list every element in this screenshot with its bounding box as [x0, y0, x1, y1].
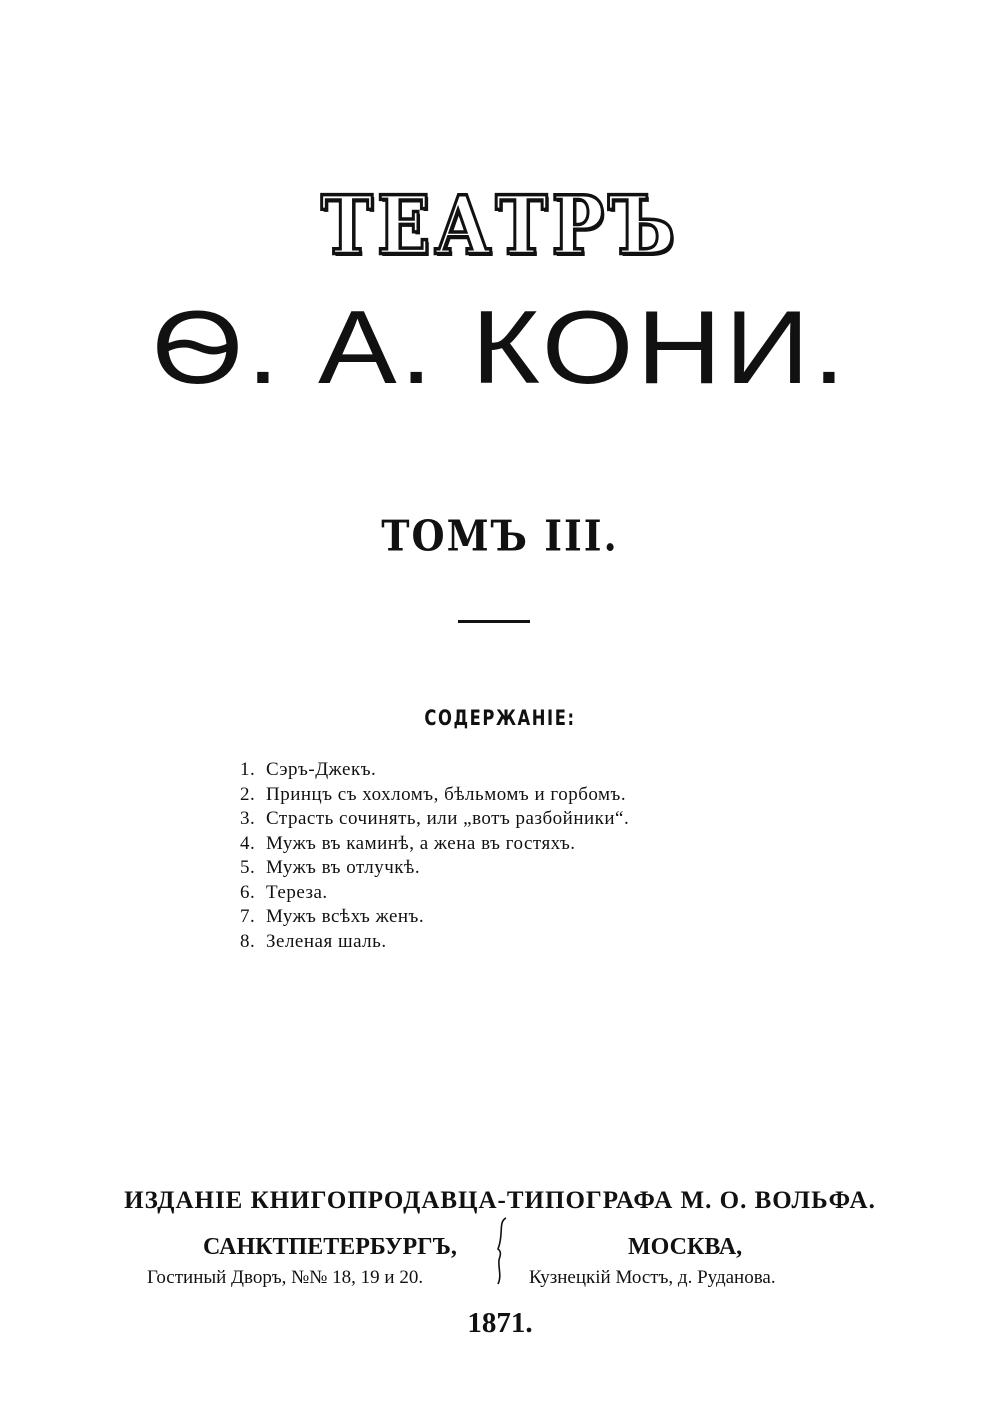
contents-item-number: 1.: [240, 759, 256, 780]
contents-item: [240, 758, 629, 783]
author-name: Ѳ. А. КОНИ.: [151, 289, 849, 407]
contents-item: [240, 881, 629, 906]
publisher-line: ИЗДАНІЕ КНИГОПРОДАВЦА-ТИПОГРАФА М. О. ВОЛЬФА.: [124, 1187, 876, 1214]
contents-item: [240, 807, 629, 832]
contents-item: [240, 930, 629, 955]
contents-item-title: Мужъ въ отлучкѣ.: [266, 857, 421, 878]
curly-brace-divider: [492, 1216, 512, 1286]
city-moscow: МОСКВА,: [628, 1234, 743, 1260]
volume-number: ТОМЪ III.: [381, 510, 619, 561]
contents-item-title: Мужъ въ каминѣ, а жена въ гостяхъ.: [266, 832, 576, 854]
contents-item-title: Тереза.: [266, 881, 328, 903]
contents-item-title: Сэръ-Джекъ.: [266, 759, 377, 780]
contents-item-number: 8.: [240, 930, 256, 952]
contents-item-title: Зеленая шаль.: [266, 930, 387, 952]
contents-item: [240, 856, 629, 881]
contents-item: [240, 832, 629, 857]
divider-rule: [458, 620, 530, 623]
contents-item: [240, 783, 629, 808]
contents-item-number: 4.: [240, 832, 256, 854]
brace-stroke: [498, 1218, 506, 1284]
city-saint-petersburg: САНКТПЕТЕРБУРГЪ,: [203, 1234, 457, 1260]
contents-item-number: 5.: [240, 857, 256, 878]
contents-item-number: 7.: [240, 906, 256, 927]
contents-item-title: Принцъ съ хохломъ, бѣльмомъ и горбомъ.: [266, 783, 627, 805]
contents-heading: СОДЕРЖАНІЕ:: [424, 706, 576, 730]
contents-item: [240, 905, 629, 930]
address-saint-petersburg: Гостиный Дворъ, №№ 18, 19 и 20.: [147, 1267, 424, 1288]
contents-item-title: Страсть сочинять, или „вотъ разбойники“.: [266, 808, 630, 829]
heading-title: ТЕАТРЪ: [320, 177, 680, 274]
contents-item-number: 6.: [240, 881, 256, 903]
address-moscow: Кузнецкій Мостъ, д. Руданова.: [529, 1267, 776, 1288]
publication-year: 1871.: [467, 1307, 533, 1339]
contents-item-number: 3.: [240, 808, 256, 829]
contents-item-number: 2.: [240, 783, 256, 805]
contents-item-title: Мужъ всѣхъ женъ.: [266, 906, 425, 927]
contents-list: [240, 758, 629, 954]
